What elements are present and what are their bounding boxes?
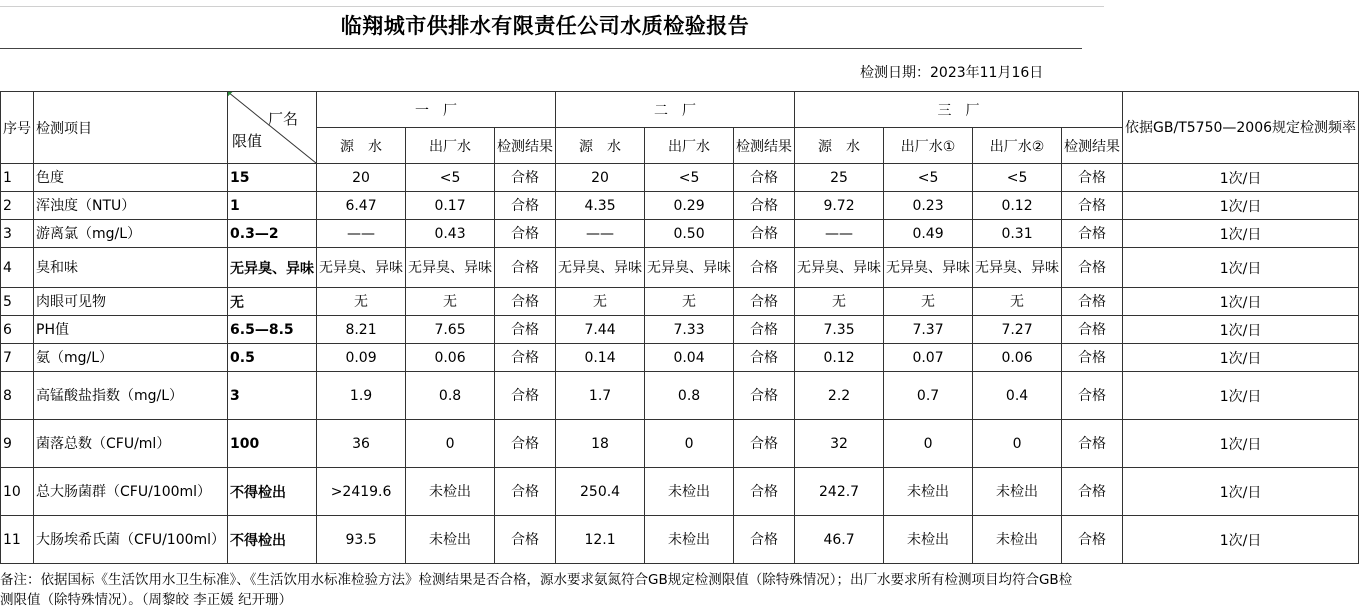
value-p3-4: 合格 — [1062, 288, 1123, 316]
value-p1-3: 合格 — [495, 248, 556, 288]
subheader-plant1-col2: 出厂水 — [406, 128, 495, 164]
subheader-plant3-col3: 出厂水② — [973, 128, 1062, 164]
table-row — [1, 248, 1359, 288]
value-p1-1: 6.47 — [317, 192, 406, 220]
subheader-plant1-col1: 源 水 — [317, 128, 406, 164]
row-number: 4 — [1, 248, 34, 288]
value-p2-3: 合格 — [734, 420, 795, 468]
footnote: 备注：依据国标《生活饮用水卫生标准》、《生活饮用水标准检验方法》检测结果是否合格，源水要求氨氮符合GB规定检测限值（除特殊情况）；出厂水要求所有检测项目均符合GB检测限值（除特殊情况）。（周黎皎 李正媛 纪开珊） — [0, 572, 1073, 608]
value-p2-2: 0.8 — [645, 372, 734, 420]
frequency: 1次/日 — [1123, 316, 1359, 344]
value-p3-1: 无 — [795, 288, 884, 316]
value-p3-4: 合格 — [1062, 164, 1123, 192]
value-p1-3: 合格 — [495, 192, 556, 220]
row-number: 10 — [1, 468, 34, 516]
value-p1-2: 0.06 — [406, 344, 495, 372]
test-item: 游离氯（mg/L） — [34, 220, 228, 248]
row-number: 11 — [1, 516, 34, 564]
value-p2-2: 未检出 — [645, 468, 734, 516]
table-row — [1, 468, 1359, 516]
value-p1-2: 未检出 — [406, 468, 495, 516]
value-p1-2: 0.43 — [406, 220, 495, 248]
value-p3-2: 0.23 — [884, 192, 973, 220]
value-p2-2: 0.04 — [645, 344, 734, 372]
test-item: PH值 — [34, 316, 228, 344]
value-p1-3: 合格 — [495, 316, 556, 344]
value-p2-1: 7.44 — [556, 316, 645, 344]
value-p3-2: 无异臭、异味 — [884, 248, 973, 288]
subheader-plant3-col4: 检测结果 — [1062, 128, 1123, 164]
header-item: 检测项目 — [34, 92, 228, 164]
value-p2-2: 0 — [645, 420, 734, 468]
limit-value: 6.5—8.5 — [228, 316, 317, 344]
header-seq: 序号 — [1, 92, 34, 164]
top-gridline — [0, 0, 1104, 7]
row-number: 2 — [1, 192, 34, 220]
value-p1-2: 未检出 — [406, 516, 495, 564]
test-item: 色度 — [34, 164, 228, 192]
value-p3-2: 未检出 — [884, 468, 973, 516]
test-date: 检测日期：2023年11月16日 — [860, 65, 1044, 81]
value-p3-3: 未检出 — [973, 468, 1062, 516]
subheader-plant3-col2: 出厂水① — [884, 128, 973, 164]
value-p1-1: —— — [317, 220, 406, 248]
value-p3-1: 242.7 — [795, 468, 884, 516]
value-p1-3: 合格 — [495, 372, 556, 420]
value-p3-4: 合格 — [1062, 220, 1123, 248]
row-number: 5 — [1, 288, 34, 316]
value-p3-1: 7.35 — [795, 316, 884, 344]
value-p2-2: 0.50 — [645, 220, 734, 248]
value-p2-3: 合格 — [734, 192, 795, 220]
value-p2-1: 0.14 — [556, 344, 645, 372]
value-p2-3: 合格 — [734, 288, 795, 316]
value-p1-3: 合格 — [495, 516, 556, 564]
value-p2-3: 合格 — [734, 220, 795, 248]
header-plant-1: 一 厂 — [317, 92, 556, 128]
value-p2-1: 1.7 — [556, 372, 645, 420]
frequency: 1次/日 — [1123, 220, 1359, 248]
frequency: 1次/日 — [1123, 420, 1359, 468]
report-title: 临翔城市供排水有限责任公司水质检验报告 — [340, 13, 750, 38]
value-p3-3: 无 — [973, 288, 1062, 316]
value-p2-1: 4.35 — [556, 192, 645, 220]
row-number: 9 — [1, 420, 34, 468]
value-p3-4: 合格 — [1062, 516, 1123, 564]
value-p3-4: 合格 — [1062, 192, 1123, 220]
value-p3-2: 0.49 — [884, 220, 973, 248]
value-p3-1: 2.2 — [795, 372, 884, 420]
frequency: 1次/日 — [1123, 372, 1359, 420]
value-p1-2: 0.17 — [406, 192, 495, 220]
limit-value: 不得检出 — [228, 468, 317, 516]
value-p3-3: 0.4 — [973, 372, 1062, 420]
table-row — [1, 316, 1359, 344]
header-plant-2: 二 厂 — [556, 92, 795, 128]
value-p3-4: 合格 — [1062, 316, 1123, 344]
value-p3-3: 0 — [973, 420, 1062, 468]
limit-value: 不得检出 — [228, 516, 317, 564]
test-item: 臭和味 — [34, 248, 228, 288]
value-p1-2: 0.8 — [406, 372, 495, 420]
row-number: 1 — [1, 164, 34, 192]
test-item: 肉眼可见物 — [34, 288, 228, 316]
value-p2-1: 250.4 — [556, 468, 645, 516]
header-factory-name: 厂名 — [268, 110, 299, 128]
table-row — [1, 344, 1359, 372]
value-p1-1: 8.21 — [317, 316, 406, 344]
value-p3-2: <5 — [884, 164, 973, 192]
value-p1-3: 合格 — [495, 220, 556, 248]
value-p2-3: 合格 — [734, 344, 795, 372]
value-p1-3: 合格 — [495, 164, 556, 192]
value-p2-2: 0.29 — [645, 192, 734, 220]
value-p1-2: 0 — [406, 420, 495, 468]
header-frequency: 依据GB/T5750—2006规定检测频率 — [1123, 92, 1359, 164]
row-number: 8 — [1, 372, 34, 420]
frequency: 1次/日 — [1123, 164, 1359, 192]
value-p2-1: —— — [556, 220, 645, 248]
value-p3-3: 0.12 — [973, 192, 1062, 220]
limit-value: 无 — [228, 288, 317, 316]
value-p2-1: 12.1 — [556, 516, 645, 564]
value-p3-4: 合格 — [1062, 344, 1123, 372]
frequency: 1次/日 — [1123, 516, 1359, 564]
value-p2-2: <5 — [645, 164, 734, 192]
value-p1-3: 合格 — [495, 468, 556, 516]
value-p2-1: 无 — [556, 288, 645, 316]
subheader-plant2-col1: 源 水 — [556, 128, 645, 164]
limit-value: 0.5 — [228, 344, 317, 372]
limit-value: 0.3—2 — [228, 220, 317, 248]
value-p3-1: 无异臭、异味 — [795, 248, 884, 288]
value-p2-3: 合格 — [734, 468, 795, 516]
value-p3-3: 未检出 — [973, 516, 1062, 564]
limit-value: 1 — [228, 192, 317, 220]
value-p3-4: 合格 — [1062, 372, 1123, 420]
table-row — [1, 192, 1359, 220]
value-p3-2: 未检出 — [884, 516, 973, 564]
value-p3-4: 合格 — [1062, 420, 1123, 468]
header-plant-3: 三 厂 — [795, 92, 1123, 128]
row-number: 6 — [1, 316, 34, 344]
value-p2-2: 无 — [645, 288, 734, 316]
test-item: 高锰酸盐指数（mg/L） — [34, 372, 228, 420]
value-p3-1: 0.12 — [795, 344, 884, 372]
value-p1-1: 93.5 — [317, 516, 406, 564]
value-p3-3: 0.06 — [973, 344, 1062, 372]
value-p3-3: 0.31 — [973, 220, 1062, 248]
limit-value: 100 — [228, 420, 317, 468]
value-p1-1: 0.09 — [317, 344, 406, 372]
value-p2-3: 合格 — [734, 316, 795, 344]
test-item: 大肠埃希氏菌（CFU/100ml） — [34, 516, 228, 564]
limit-value: 15 — [228, 164, 317, 192]
frequency: 1次/日 — [1123, 288, 1359, 316]
value-p3-1: 32 — [795, 420, 884, 468]
value-p2-3: 合格 — [734, 516, 795, 564]
test-item: 菌落总数（CFU/ml） — [34, 420, 228, 468]
limit-value: 无异臭、异味 — [228, 248, 317, 288]
frequency: 1次/日 — [1123, 468, 1359, 516]
value-p1-1: 1.9 — [317, 372, 406, 420]
subheader-plant3-col1: 源 水 — [795, 128, 884, 164]
value-p3-3: <5 — [973, 164, 1062, 192]
value-p3-3: 7.27 — [973, 316, 1062, 344]
water-quality-table — [0, 91, 1359, 564]
row-number: 7 — [1, 344, 34, 372]
table-row — [1, 420, 1359, 468]
value-p2-2: 未检出 — [645, 516, 734, 564]
frequency: 1次/日 — [1123, 192, 1359, 220]
value-p3-4: 合格 — [1062, 248, 1123, 288]
value-p1-1: 36 — [317, 420, 406, 468]
value-p3-2: 7.37 — [884, 316, 973, 344]
value-p3-2: 0.7 — [884, 372, 973, 420]
value-p3-1: —— — [795, 220, 884, 248]
value-p2-1: 18 — [556, 420, 645, 468]
header-limit-factory — [228, 92, 317, 164]
value-p2-3: 合格 — [734, 248, 795, 288]
table-row — [1, 220, 1359, 248]
value-p3-1: 9.72 — [795, 192, 884, 220]
row-number: 3 — [1, 220, 34, 248]
value-p1-2: <5 — [406, 164, 495, 192]
value-p1-2: 无 — [406, 288, 495, 316]
value-p2-3: 合格 — [734, 164, 795, 192]
value-p1-1: >2419.6 — [317, 468, 406, 516]
value-p3-1: 25 — [795, 164, 884, 192]
value-p1-1: 20 — [317, 164, 406, 192]
value-p3-2: 0 — [884, 420, 973, 468]
limit-value: 3 — [228, 372, 317, 420]
header-limit: 限值 — [232, 132, 263, 150]
value-p3-1: 46.7 — [795, 516, 884, 564]
value-p3-3: 无异臭、异味 — [973, 248, 1062, 288]
value-p1-1: 无 — [317, 288, 406, 316]
value-p3-2: 0.07 — [884, 344, 973, 372]
value-p3-2: 无 — [884, 288, 973, 316]
value-p2-2: 7.33 — [645, 316, 734, 344]
subheader-plant2-col2: 出厂水 — [645, 128, 734, 164]
value-p2-1: 20 — [556, 164, 645, 192]
frequency: 1次/日 — [1123, 344, 1359, 372]
title-underline — [0, 48, 1082, 49]
frequency: 1次/日 — [1123, 248, 1359, 288]
value-p1-3: 合格 — [495, 288, 556, 316]
value-p1-1: 无异臭、异味 — [317, 248, 406, 288]
value-p1-2: 无异臭、异味 — [406, 248, 495, 288]
value-p1-2: 7.65 — [406, 316, 495, 344]
value-p1-3: 合格 — [495, 344, 556, 372]
table-row — [1, 288, 1359, 316]
value-p2-2: 无异臭、异味 — [645, 248, 734, 288]
value-p2-1: 无异臭、异味 — [556, 248, 645, 288]
table-row — [1, 372, 1359, 420]
value-p2-3: 合格 — [734, 372, 795, 420]
table-row — [1, 516, 1359, 564]
test-item: 浑浊度（NTU） — [34, 192, 228, 220]
test-item: 氨（mg/L） — [34, 344, 228, 372]
subheader-plant2-col3: 检测结果 — [734, 128, 795, 164]
value-p1-3: 合格 — [495, 420, 556, 468]
table-row — [1, 164, 1359, 192]
value-p3-4: 合格 — [1062, 468, 1123, 516]
subheader-plant1-col3: 检测结果 — [495, 128, 556, 164]
test-item: 总大肠菌群（CFU/100ml） — [34, 468, 228, 516]
